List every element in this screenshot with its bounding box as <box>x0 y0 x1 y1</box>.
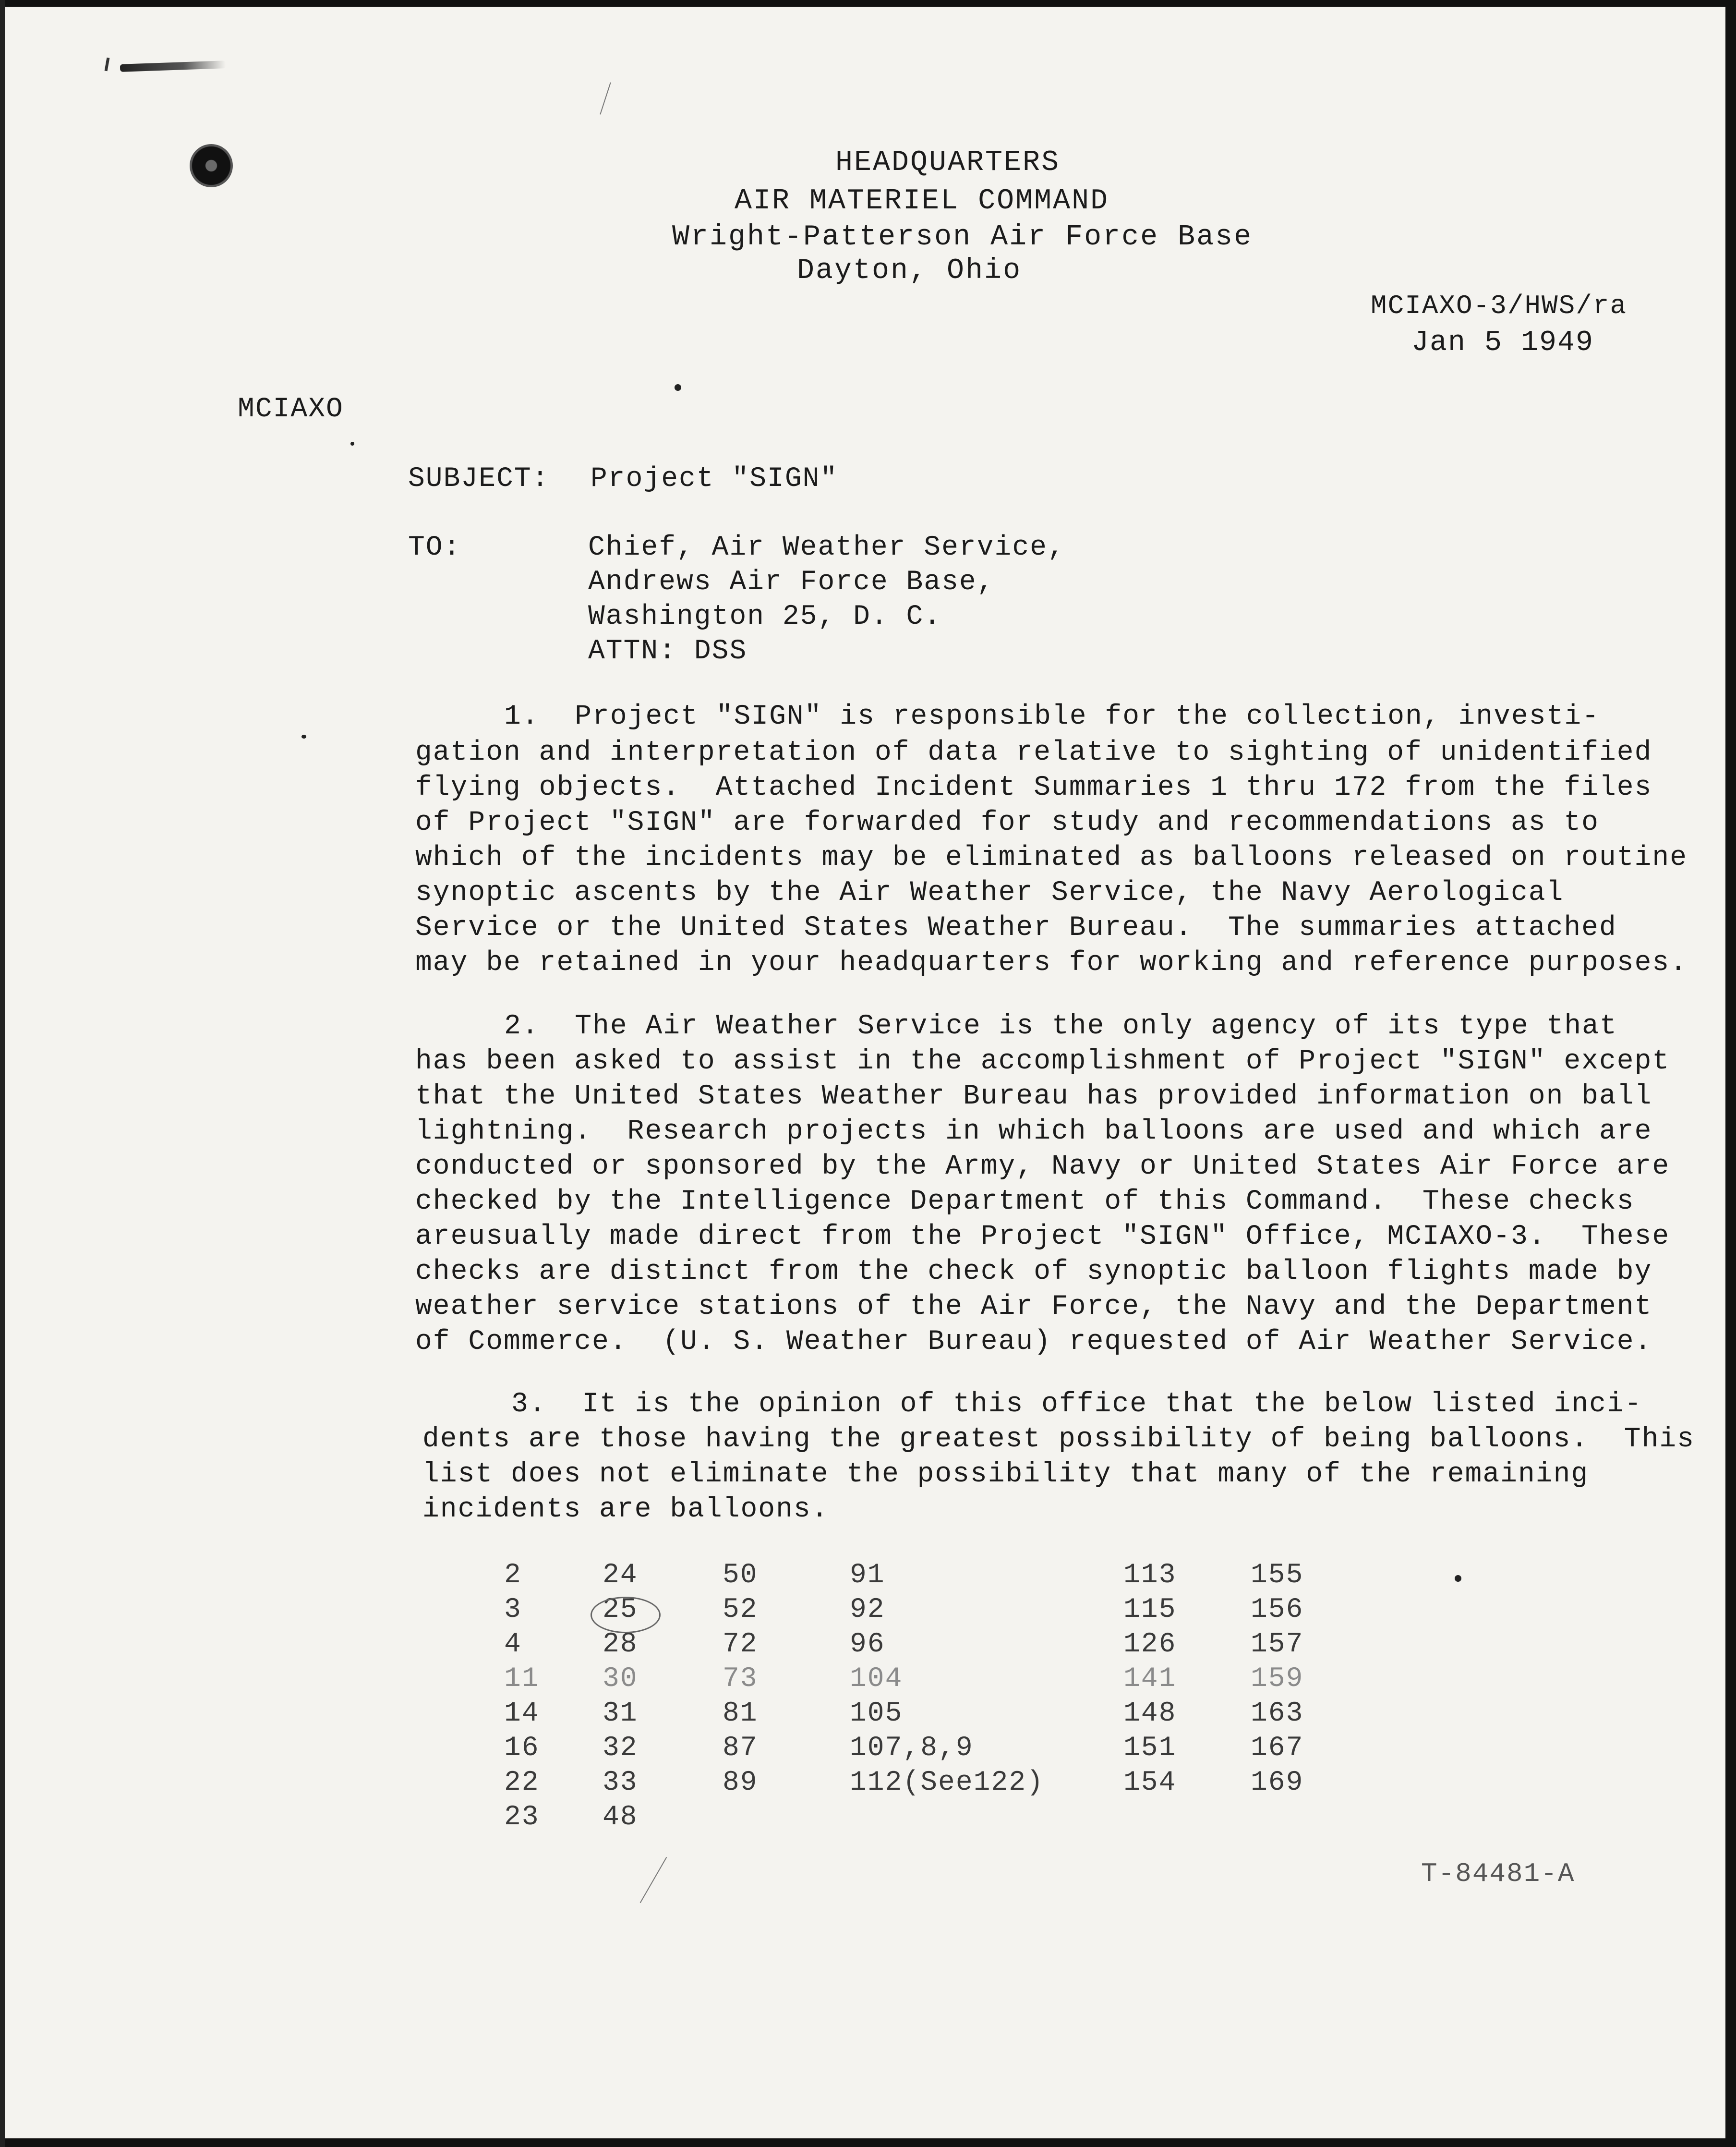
incident-number: 50 <box>723 1560 758 1591</box>
incident-number: 96 <box>850 1629 885 1660</box>
incident-number: 112(See122) <box>850 1767 1044 1798</box>
incident-number: 33 <box>603 1767 638 1798</box>
paragraph-2-line: weather service stations of the Air Force, the Navy and the Department <box>415 1291 1652 1322</box>
subject-label: SUBJECT: <box>408 463 550 495</box>
scan-mark <box>105 58 110 72</box>
paragraph-2-line: conducted or sponsored by the Army, Navy or United States Air Force are <box>415 1151 1670 1182</box>
stray-dot <box>675 384 681 391</box>
paragraph-2-line: 2. The Air Weather Service is the only agency of its type that <box>504 1011 1617 1042</box>
incident-number: 25 <box>603 1594 638 1625</box>
paragraph-1-line: of Project "SIGN" are forwarded for study and recommendations as to <box>415 807 1599 838</box>
scan-border-right <box>1725 0 1736 2147</box>
to-line: Chief, Air Weather Service, <box>588 532 1065 563</box>
stray-line <box>640 1857 667 1903</box>
scan-border-bottom <box>0 2138 1736 2147</box>
incident-number: 115 <box>1123 1594 1177 1625</box>
scan-border-top <box>0 0 1736 7</box>
incident-number: 159 <box>1251 1663 1304 1695</box>
incident-number: 72 <box>723 1629 758 1660</box>
paragraph-3-line: dents are those having the greatest possibility of being balloons. This <box>422 1424 1695 1455</box>
paragraph-1-line: may be retained in your headquarters for working and reference purposes. <box>415 947 1688 979</box>
incident-number: 23 <box>504 1802 540 1833</box>
paragraph-1-line: Service or the United States Weather Bureau. The summaries attached <box>415 912 1617 944</box>
incident-number: 28 <box>603 1629 638 1660</box>
paragraph-2-line: of Commerce. (U. S. Weather Bureau) requested of Air Weather Service. <box>415 1326 1652 1358</box>
incident-number: 52 <box>723 1594 758 1625</box>
to-line: Washington 25, D. C. <box>588 601 942 632</box>
paragraph-1-line: synoptic ascents by the Air Weather Service, the Navy Aerological <box>415 877 1564 909</box>
office-symbol: MCIAXO <box>238 394 344 425</box>
paragraph-2-line: lightning. Research projects in which balloons are used and which are <box>415 1116 1652 1147</box>
subject-value: Project "SIGN" <box>591 463 838 495</box>
punch-hole <box>190 144 233 187</box>
paragraph-2-line: that the United States Weather Bureau has provided information on ball <box>415 1081 1652 1112</box>
paragraph-2-line: checked by the Intelligence Department of this Command. These checks <box>415 1186 1635 1217</box>
incident-number: 2 <box>504 1560 522 1591</box>
incident-number: 31 <box>603 1698 638 1729</box>
letterhead-line-2: AIR MATERIEL COMMAND <box>735 185 1109 218</box>
incident-number: 32 <box>603 1733 638 1764</box>
to-line: ATTN: DSS <box>588 636 747 667</box>
paragraph-3-line: 3. It is the opinion of this office that the below listed inci- <box>511 1389 1642 1420</box>
stray-dot <box>350 442 354 446</box>
incident-number: 163 <box>1251 1698 1304 1729</box>
paragraph-2-line: checks are distinct from the check of synoptic balloon flights made by <box>415 1256 1652 1287</box>
incident-number: 107,8,9 <box>850 1733 974 1764</box>
to-label: TO: <box>408 532 461 563</box>
incident-number: 3 <box>504 1594 522 1625</box>
incident-number: 14 <box>504 1698 540 1729</box>
incident-number: 48 <box>603 1802 638 1833</box>
paragraph-1-line: gation and interpretation of data relative to sighting of unidentified <box>415 737 1652 768</box>
incident-number: 126 <box>1123 1629 1177 1660</box>
paragraph-2-line: has been asked to assist in the accomplishment of Project "SIGN" except <box>415 1046 1670 1077</box>
paragraph-1-line: flying objects. Attached Incident Summaries 1 thru 172 from the files <box>415 772 1652 803</box>
incident-number: 148 <box>1123 1698 1177 1729</box>
incident-number: 89 <box>723 1767 758 1798</box>
incident-number: 92 <box>850 1594 885 1625</box>
incident-number: 156 <box>1251 1594 1304 1625</box>
incident-number: 151 <box>1123 1733 1177 1764</box>
paragraph-1-line: 1. Project "SIGN" is responsible for the collection, investi- <box>504 701 1600 732</box>
incident-number: 169 <box>1251 1767 1304 1798</box>
reference-code: MCIAXO-3/HWS/ra <box>1371 291 1628 321</box>
incident-number: 22 <box>504 1767 540 1798</box>
incident-number: 167 <box>1251 1733 1304 1764</box>
incident-number: 154 <box>1123 1767 1177 1798</box>
letterhead-line-3: Wright-Patterson Air Force Base <box>672 221 1253 254</box>
to-line: Andrews Air Force Base, <box>588 567 995 598</box>
incident-number: 16 <box>504 1733 540 1764</box>
footer-code: T-84481-A <box>1421 1858 1575 1889</box>
incident-number: 30 <box>603 1663 638 1695</box>
incident-number: 81 <box>723 1698 758 1729</box>
scan-mark-top <box>120 61 226 72</box>
incident-number: 11 <box>504 1663 540 1695</box>
incident-number: 4 <box>504 1629 522 1660</box>
letterhead-line-4: Dayton, Ohio <box>797 255 1022 287</box>
paragraph-3-line: list does not eliminate the possibility that many of the remaining <box>422 1459 1589 1490</box>
reference-date: Jan 5 1949 <box>1411 327 1594 359</box>
incident-number: 87 <box>723 1733 758 1764</box>
stray-line <box>600 82 611 114</box>
hand-drawn-circle <box>591 1597 661 1633</box>
scan-border-left <box>0 0 5 2147</box>
stray-dot <box>301 735 306 739</box>
paragraph-2-line: areusually made direct from the Project "SIGN" Office, MCIAXO-3. These <box>415 1221 1670 1252</box>
stray-dot <box>1455 1575 1461 1582</box>
incident-number: 104 <box>850 1663 903 1695</box>
incident-number: 105 <box>850 1698 903 1729</box>
incident-number: 157 <box>1251 1629 1304 1660</box>
paragraph-3-line: incidents are balloons. <box>422 1494 829 1525</box>
incident-number: 141 <box>1123 1663 1177 1695</box>
incident-number: 113 <box>1123 1560 1177 1591</box>
letterhead-line-1: HEADQUARTERS <box>835 146 1061 179</box>
incident-number: 91 <box>850 1560 885 1591</box>
incident-number: 24 <box>603 1560 638 1591</box>
incident-number: 73 <box>723 1663 758 1695</box>
incident-number: 155 <box>1251 1560 1304 1591</box>
paragraph-1-line: which of the incidents may be eliminated as balloons released on routine <box>415 842 1688 873</box>
